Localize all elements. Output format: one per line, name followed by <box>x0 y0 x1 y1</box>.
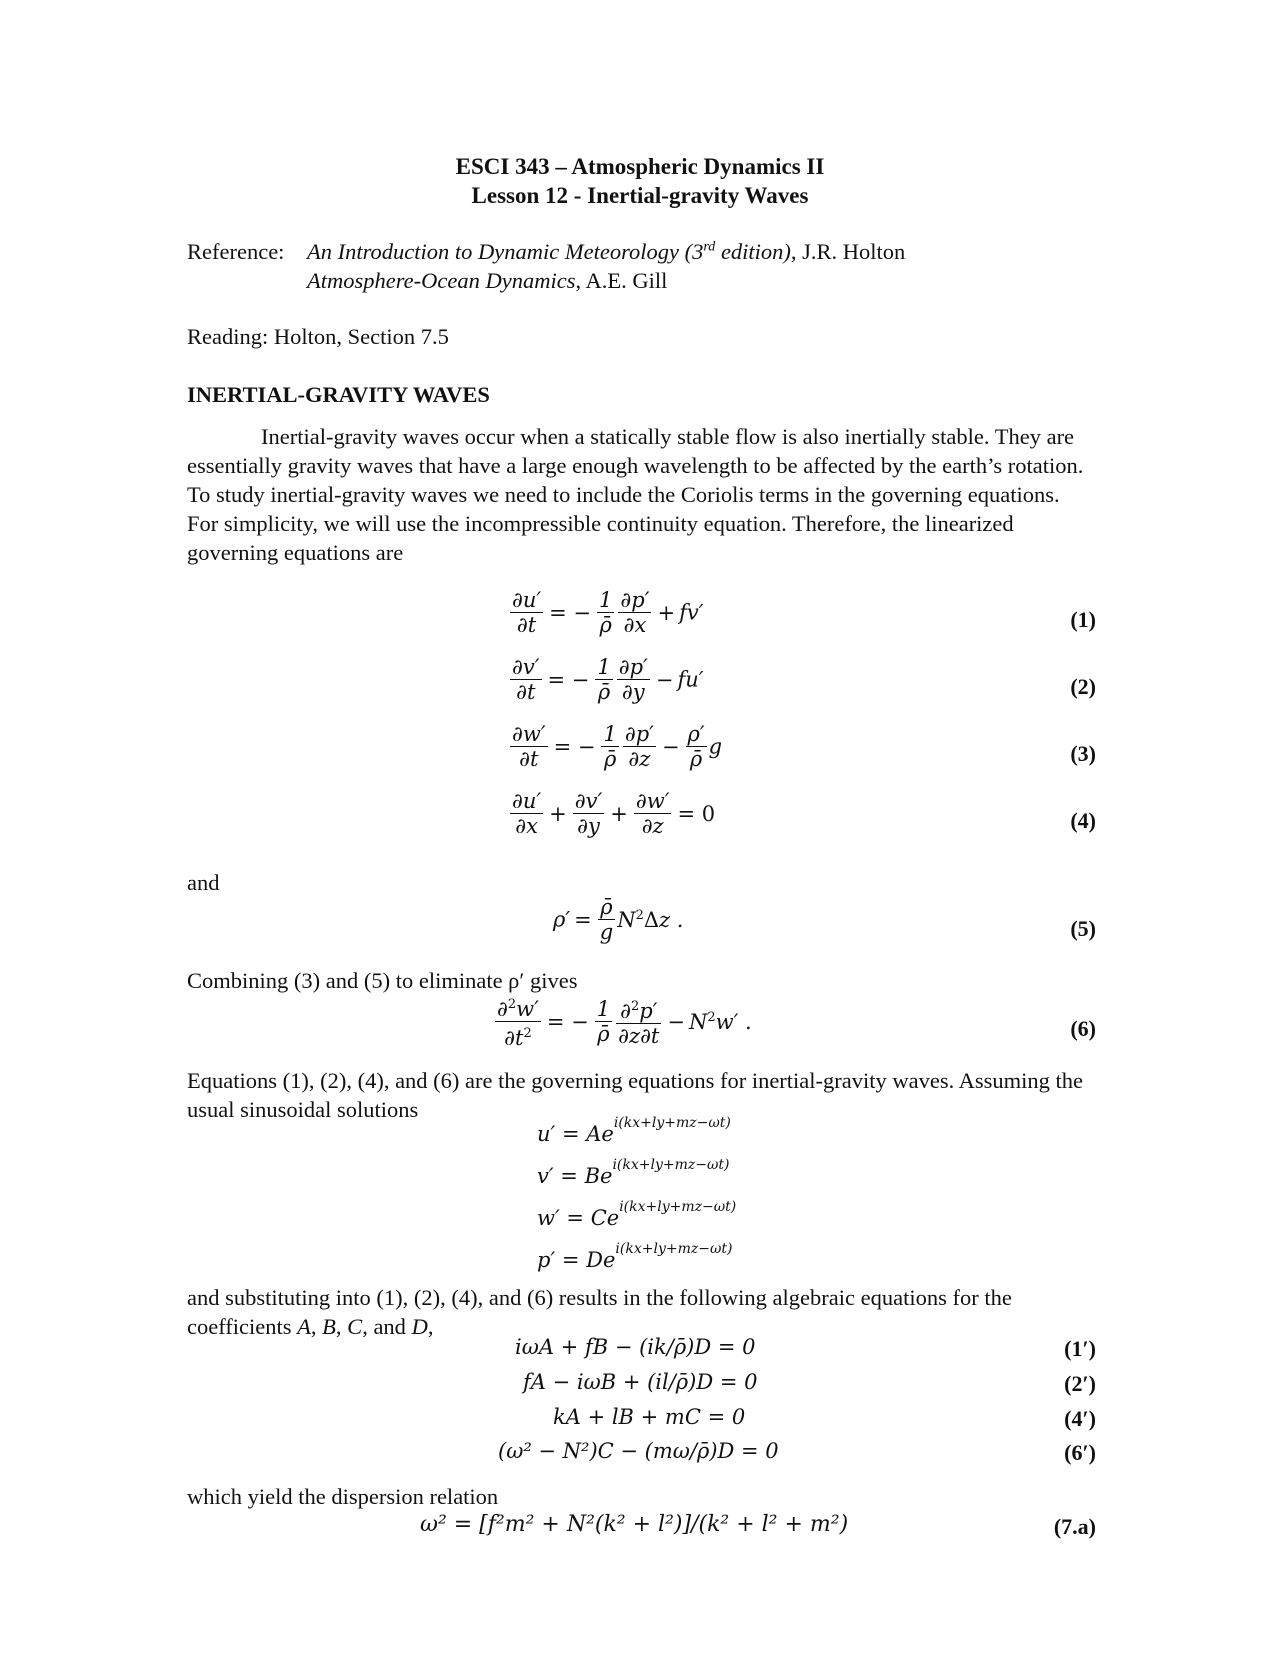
lesson-title: Lesson 12 - Inertial-gravity Waves <box>471 183 809 208</box>
equation-number-6: (6) <box>1070 1016 1096 1041</box>
solution-p <box>537 1241 733 1272</box>
reference-holton-author: , J.R. Holton <box>790 239 906 264</box>
combine-text: Combining (3) and (5) to eliminate ρ′ gives <box>187 968 578 993</box>
coefficient-c: C <box>347 1314 363 1339</box>
equation-4-prime: kA + lB + mC = 0 <box>553 1405 746 1429</box>
solution-v <box>537 1157 730 1188</box>
equation-2: $\frac{\partial v'}{\partial t}$ = − $\frac{1}{\rhō}$ $\frac{\partial p'}{\partial y}$ − fu′ <box>512 655 704 704</box>
end-comma: , <box>427 1314 434 1339</box>
solution-v-base: v′ = Be <box>537 1164 613 1188</box>
equation-6: $\frac{\partial^2w'}{\partial t^2}$ = − $\frac{1}{\rhō}$ $\frac{\partial^2p'}{\partial z\partial t}$ − $N^2w'$ . <box>493 993 752 1050</box>
reference-gill-author: , A.E. Gill <box>575 268 668 293</box>
solution-u-exponent: i(kx+ly+mz−ωt) <box>613 1115 731 1131</box>
solution-u-base: u′ = Ae <box>537 1122 614 1146</box>
equation-number-2-prime: (2′) <box>1064 1371 1096 1396</box>
equation-number-1-prime: (1′) <box>1064 1336 1096 1361</box>
and-word: , and <box>362 1314 412 1339</box>
reference-label: Reference: <box>187 239 285 264</box>
solution-w <box>537 1199 737 1230</box>
reading-line: Reading: Holton, Section 7.5 <box>187 324 449 349</box>
course-title: ESCI 343 – Atmospheric Dynamics II <box>455 154 825 179</box>
coefficient-b: B <box>322 1314 336 1339</box>
equation-number-2: (2) <box>1070 674 1096 699</box>
equation-number-6-prime: (6′) <box>1064 1440 1096 1465</box>
solution-p-base: p′ = De <box>537 1248 616 1272</box>
reference-holton-title: An Introduction to Dynamic Meteorology (3 <box>307 239 704 264</box>
equation-6-prime: (ω² − N²)C − (mω/ρ̄)D = 0 <box>498 1439 779 1463</box>
coefficient-a: A <box>297 1314 311 1339</box>
reference-gill-title: Atmosphere-Ocean Dynamics <box>307 268 576 293</box>
reference-holton-edition: edition) <box>715 239 791 264</box>
equation-number-1: (1) <box>1070 607 1096 632</box>
equation-number-4: (4) <box>1070 808 1096 833</box>
reference-gill <box>307 266 667 295</box>
solution-w-base: w′ = Ce <box>537 1206 620 1230</box>
equation-5: ρ′ = $\frac{\rhō}{g}$ $N^2\Delta z$ . <box>553 895 684 944</box>
solution-p-exponent: i(kx+ly+mz−ωt) <box>615 1241 733 1257</box>
reference-holton-sup: rd <box>703 239 716 255</box>
and-text: and <box>187 870 220 895</box>
equation-number-3: (3) <box>1070 741 1096 766</box>
equation-4: $\frac{\partial u'}{\partial x}$ + $\frac{\partial v'}{\partial y}$ + $\frac{\partial w'}{\partial z}$ = 0 <box>512 789 716 838</box>
comma-1: , <box>310 1314 323 1339</box>
equation-3: $\frac{\partial w'}{\partial t}$ = − $\frac{1}{\rhō}$ $\frac{\partial p'}{\partial z}$ − $\frac{\rho'}{\rhō}$ g <box>512 722 723 771</box>
equation-number-4-prime: (4′) <box>1064 1406 1096 1431</box>
dispersion-relation: ω² = [f²m² + N²(k² + l²)]/(k² + l² + m²) <box>420 1512 849 1537</box>
equation-1-prime: iωA + fB − (ik/ρ̄)D = 0 <box>515 1335 756 1359</box>
reference-holton <box>307 237 905 266</box>
comma-2: , <box>335 1314 348 1339</box>
substitution-paragraph <box>187 1283 1092 1341</box>
equation-1: $\frac{\partial u'}{\partial t}$ = − $\frac{1}{\rhō}$ $\frac{\partial p'}{\partial x}$ + fv′ <box>512 588 704 637</box>
solution-u <box>537 1115 731 1146</box>
substitution-text: and substituting into (1), (2), (4), and (6) results in the following algebraic equations for the coefficients <box>187 1285 1012 1339</box>
solution-w-exponent: i(kx+ly+mz−ωt) <box>619 1199 737 1215</box>
section-heading: INERTIAL-GRAVITY WAVES <box>187 382 490 407</box>
solution-v-exponent: i(kx+ly+mz−ωt) <box>612 1157 730 1173</box>
equation-number-7a: (7.a) <box>1053 1514 1096 1539</box>
intro-paragraph: Inertial-gravity waves occur when a statically stable flow is also inertially stable. They are essentially gravity waves that have a large enough wavelength to be affected by the earth’s rotation. To study inertial-gravity waves we need to include the Coriolis terms in the governing equations. For simplicity, we will use the incompressible continuity equation. Therefore, the linearized governing equations are <box>187 424 1084 565</box>
equation-number-5: (5) <box>1070 916 1096 941</box>
coefficient-d: D <box>411 1314 428 1339</box>
equation-2-prime: fA − iωB + (il/ρ̄)D = 0 <box>523 1370 758 1394</box>
governing-paragraph: Equations (1), (2), (4), and (6) are the governing equations for inertial-gravity waves. Assuming the usual sinusoidal solutions <box>187 1068 1084 1122</box>
dispersion-intro: which yield the dispersion relation <box>187 1484 499 1509</box>
